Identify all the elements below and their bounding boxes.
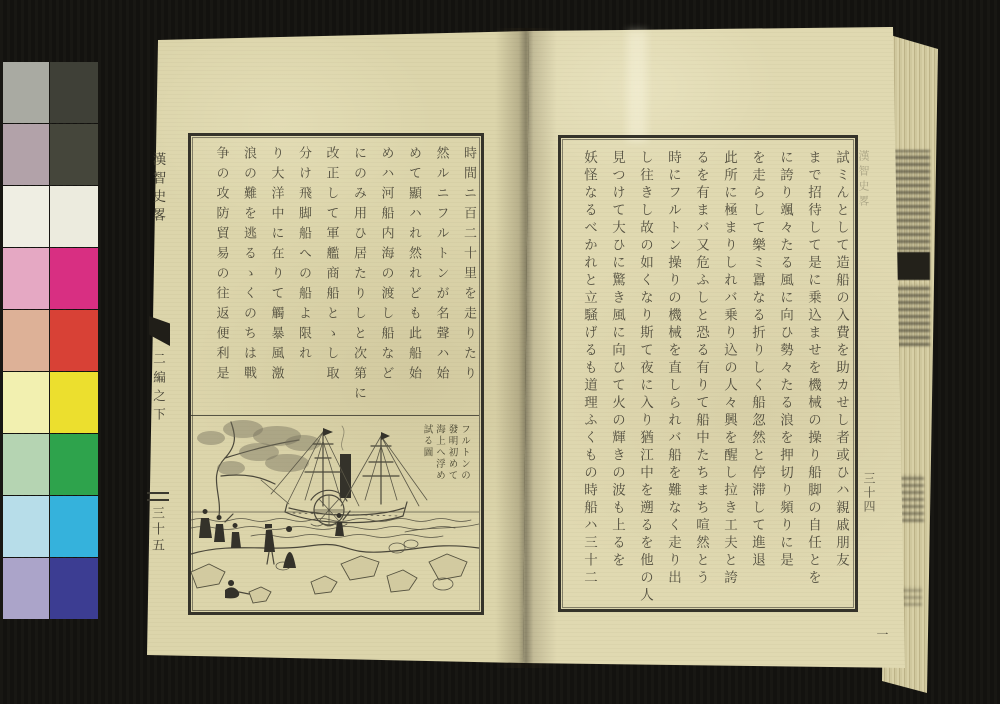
- text-column: るを有まバ又危ふしと恐る有りて船中たちまち喧然とう: [693, 150, 709, 588]
- text-column: 見つけて大ひに驚き風に向ひて火の輝きの波も上るを: [609, 150, 625, 570]
- color-patch: [3, 124, 49, 185]
- color-calibration-chart: [3, 62, 98, 619]
- margin-rule: [147, 492, 169, 494]
- text-column: 妖怪なるべかれと立騒げるも道理ふくもの時船ハ三十二: [581, 150, 597, 588]
- color-patch: [3, 310, 49, 371]
- paper-crease-highlight: [627, 30, 647, 142]
- color-patch: [50, 372, 98, 433]
- illustration-caption: [422, 424, 469, 534]
- text-column: 争の攻防貿易の往返便利是: [213, 146, 229, 386]
- color-patch: [50, 124, 98, 185]
- color-patch: [3, 496, 49, 557]
- text-column: 時間ニ百二十里を走りたり: [461, 146, 476, 386]
- text-column: めて顯ハれ然れども此船始: [406, 146, 421, 386]
- text-column: し往きし故の如くなり斯て夜に入り猶江中を遡るを他の人: [637, 150, 653, 605]
- color-patch: [50, 558, 98, 619]
- color-patch: [50, 248, 98, 309]
- right-page-number: 三十四: [862, 472, 876, 514]
- color-patch: [3, 558, 49, 619]
- text-column: 試ミんとして造船の入費を助カせし者或ひハ親戚朋友: [833, 150, 849, 570]
- steamship-illustration: [191, 415, 479, 612]
- text-column: 浪の難を逃るゝくのちは戰: [241, 146, 256, 386]
- text-column: 此所に極まりしれバ乗り込の人々興を醒し拉き工夫と誇: [721, 150, 737, 588]
- text-column: 改正して軍艦商船とゝし取: [323, 146, 339, 386]
- caption-column: 海上へ浮め: [434, 424, 445, 482]
- color-patch: [3, 186, 49, 247]
- text-column: 分け飛脚船への船よ限れ: [296, 146, 311, 366]
- color-patch: [50, 186, 98, 247]
- color-patch: [3, 248, 49, 309]
- color-patch: [3, 62, 49, 123]
- caption-column: 試る圖: [421, 424, 433, 459]
- text-column: を走らして樂ミ囂なる折りしく船忽然と停滞して進退: [749, 150, 765, 570]
- left-text-block: [188, 133, 484, 615]
- text-column: 時にフルトン操りの機械を直しられバ船を難なく走り出: [665, 150, 681, 588]
- left-page-number: 三十五: [149, 506, 164, 554]
- left-margin-volume: 二編之下: [151, 352, 167, 426]
- right-margin-title-faint: 漢智史畧: [857, 150, 870, 210]
- color-patch: [50, 310, 98, 371]
- color-patch: [3, 372, 49, 433]
- color-patch: [3, 434, 49, 495]
- text-column: 然ルニフルトンが名聲ハ始: [433, 146, 449, 386]
- color-patch: [50, 496, 98, 557]
- right-text-block: [558, 135, 858, 612]
- margin-rule: [147, 499, 169, 501]
- color-patch: [50, 434, 98, 495]
- text-column: まで招待して是に乗込ませを機械の操り船脚の自任とを: [805, 150, 821, 588]
- left-text-columns: [197, 146, 475, 416]
- caption-column: フルトンの: [459, 424, 470, 482]
- text-column: に誇り颯々たる風に向ひ勢々たる浪を押切り頻りに是: [777, 150, 793, 570]
- left-margin-title: 漢智史畧: [149, 152, 166, 226]
- text-column: にのみ用ひ居たりしと次第に: [351, 146, 366, 406]
- text-column: り大洋中に在りて觸暴風激: [268, 146, 284, 386]
- edge-tally-mark: 一: [875, 628, 889, 640]
- color-patch: [50, 62, 98, 123]
- right-text-columns: [569, 150, 849, 605]
- text-column: めハ河船内海の渡し船など: [378, 146, 394, 386]
- caption-column: 發明初めて: [446, 424, 458, 482]
